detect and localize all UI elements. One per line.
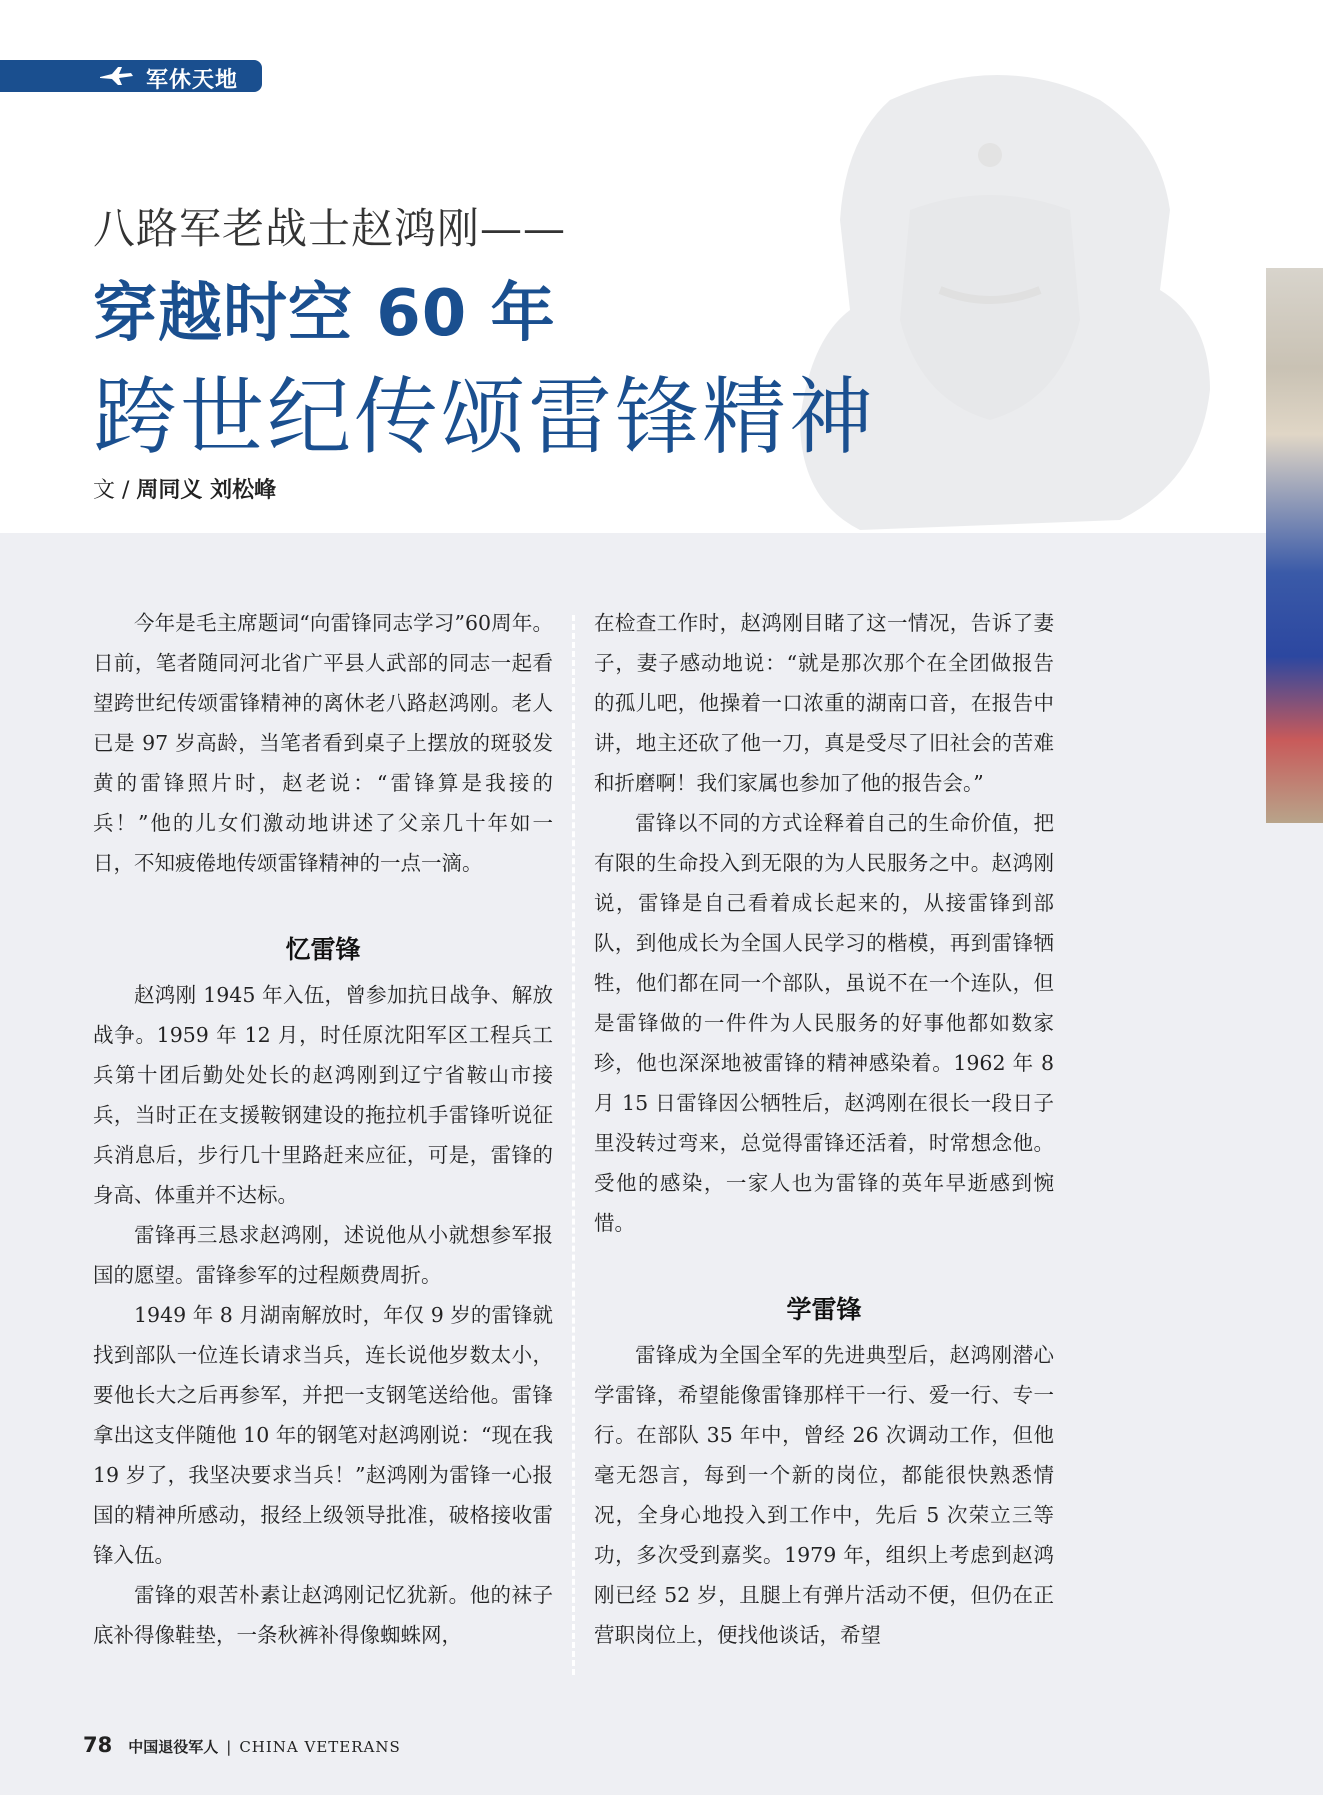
body-paragraph: 雷锋的艰苦朴素让赵鸿刚记忆犹新。他的袜子底补得像鞋垫，一条秋裤补得像蜘蛛网， bbox=[93, 1583, 553, 1647]
body-paragraph: 在检查工作时，赵鸿刚目睹了这一情况，告诉了妻子，妻子感动地说：“就是那次那个在全团做报告的孤儿吧，他操着一口浓重的湖南口音，在报告中讲，地主还砍了他一刀，真是受尽了旧社会的苦难和折磨啊！我们家属也参加了他的报告会。” bbox=[594, 611, 1054, 795]
section-heading-learn: 学雷锋 bbox=[786, 1295, 862, 1324]
footer-separator: | bbox=[226, 1738, 232, 1756]
magazine-name-cn: 中国退役军人 bbox=[128, 1738, 219, 1756]
intro-paragraph: 今年是毛主席题词“向雷锋同志学习”60周年。日前，笔者随同河北省广平县人武部的同志一起看望跨世纪传颂雷锋精神的离休老八路赵鸿刚。老人已是 97 岁高龄，当笔者看到桌子上摆放的斑驳发黄的雷锋照片时，赵老说：“雷锋算是我接的兵！”他的儿女们激动地讲述了父亲几十年如一日，不知疲倦地传颂雷锋精神的一点一滴。 bbox=[93, 611, 553, 875]
column-divider bbox=[572, 615, 575, 1675]
body-paragraph: 雷锋成为全国全军的先进典型后，赵鸿刚潜心学雷锋，希望能像雷锋那样干一行、爱一行、专一行。在部队 35 年中，曾经 26 次调动工作，但他毫无怨言，每到一个新的岗位，都能很快熟悉情况，全身心地投入到工作中，先后 5 次荣立三等功，多次受到嘉奖。1979 年，组织上考虑到赵鸿刚已经 52 岁，且腿上有弹片活动不便，但仍在正营职岗位上，便找他谈话，希望 bbox=[594, 1343, 1054, 1647]
title-kicker: 八路军老战士赵鸿刚—— bbox=[93, 204, 567, 253]
magazine-name-en: CHINA VETERANS bbox=[239, 1738, 401, 1756]
section-label: 军休天地 bbox=[146, 68, 239, 93]
byline-prefix: 文 / bbox=[93, 478, 137, 503]
title-headline: 穿越时空 60 年 bbox=[93, 277, 556, 351]
body-paragraph: 雷锋再三恳求赵鸿刚，述说他从小就想参军报国的愿望。雷锋参军的过程颇费周折。 bbox=[93, 1223, 553, 1287]
title-subhead: 跨世纪传颂雷锋精神 bbox=[93, 368, 877, 466]
byline-authors: 周同义 刘松峰 bbox=[136, 478, 277, 503]
body-paragraph: 雷锋以不同的方式诠释着自己的生命价值，把有限的生命投入到无限的为人民服务之中。赵鸿刚说，雷锋是自己看着成长起来的，从接雷锋到部队，到他成长为全国人民学习的楷模，再到雷锋牺牲，他们都在同一个部队，虽说不在一个连队，但是雷锋做的一件件为人民服务的好事他都如数家珍，他也深深地被雷锋的精神感染着。1962 年 8 月 15 日雷锋因公牺牲后，赵鸿刚在很长一段日子里没转过弯来，总觉得雷锋还活着，时常想念他。受他的感染，一家人也为雷锋的英年早逝感到惋惜。 bbox=[594, 811, 1054, 1235]
photo-strip-image bbox=[1266, 268, 1323, 823]
section-heading-remember: 忆雷锋 bbox=[285, 935, 361, 964]
page-number: 78 bbox=[83, 1733, 113, 1757]
plane-icon bbox=[98, 65, 134, 87]
body-paragraph: 赵鸿刚 1945 年入伍，曾参加抗日战争、解放战争。1959 年 12 月，时任原沈阳军区工程兵工兵第十团后勤处处长的赵鸿刚到辽宁省鞍山市接兵，当时正在支援鞍钢建设的拖拉机手雷锋听说征兵消息后，步行几十里路赶来应征，可是，雷锋的身高、体重并不达标。 bbox=[93, 983, 553, 1207]
left-column bbox=[93, 603, 553, 1655]
page-footer bbox=[83, 1733, 401, 1757]
byline bbox=[93, 473, 276, 504]
body-paragraph: 1949 年 8 月湖南解放时，年仅 9 岁的雷锋就找到部队一位连长请求当兵，连长说他岁数太小，要他长大之后再参军，并把一支钢笔送给他。雷锋拿出这支伴随他 10 年的钢笔对赵鸿刚说：“现在我 19 岁了，我坚决要求当兵！”赵鸿刚为雷锋一心报国的精神所感动，报经上级领导批准，破格接收雷锋入伍。 bbox=[93, 1303, 553, 1567]
section-tag bbox=[0, 60, 262, 92]
right-column bbox=[594, 603, 1054, 1655]
